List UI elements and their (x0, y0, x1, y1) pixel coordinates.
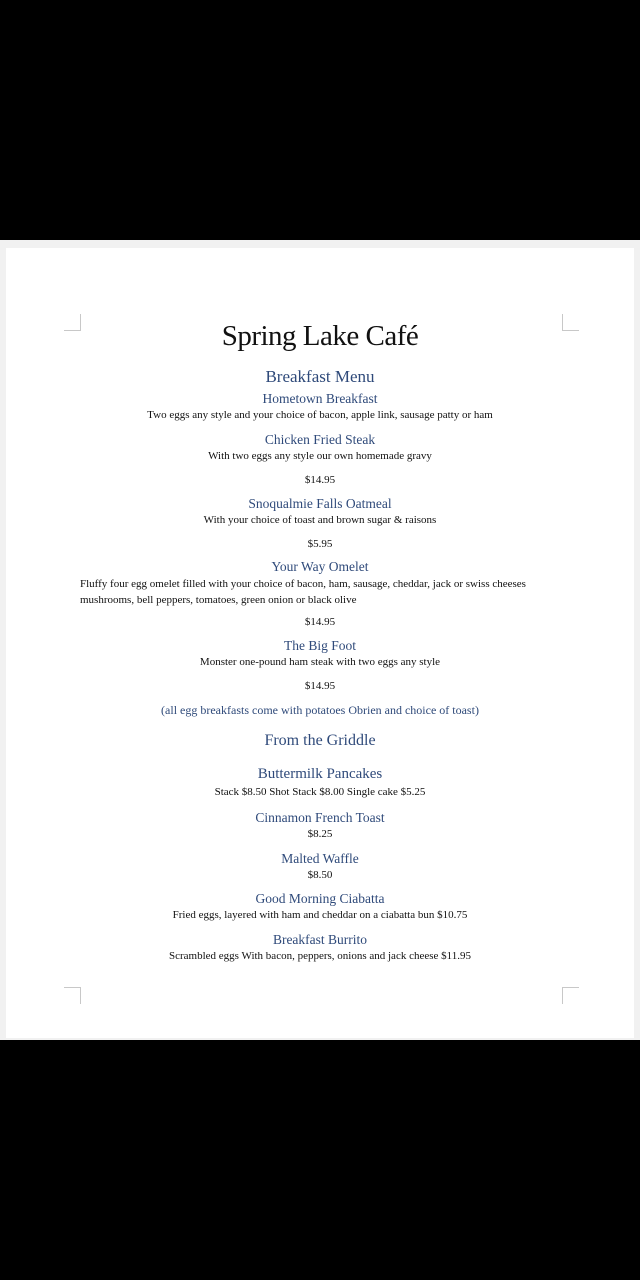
item-desc-line: Fluffy four egg omelet filled with your choice of bacon, ham, sausage, cheddar, jack or swiss cheeses (80, 578, 526, 590)
item-desc-line: mushrooms, bell peppers, tomatoes, green onion or black olive (80, 594, 357, 606)
item-desc: Stack $8.50 Shot Stack $8.00 Single cake $5.25 (214, 786, 426, 798)
item-name: Chicken Fried Steak (264, 432, 376, 447)
item-name: Hometown Breakfast (262, 391, 378, 406)
item-name: Snoqualmie Falls Oatmeal (248, 496, 392, 511)
item-desc: Scrambled eggs With bacon, peppers, onions and jack cheese $11.95 (169, 950, 471, 962)
item-price: $14.95 (304, 474, 336, 486)
griddle-heading: From the Griddle (264, 732, 376, 749)
item-price: $8.25 (307, 828, 333, 840)
corner-mark (64, 987, 81, 1004)
item-price: $8.50 (307, 869, 333, 881)
page-title: Spring Lake Café (221, 320, 419, 352)
document-page (0, 240, 640, 1040)
item-price: $5.95 (307, 538, 333, 550)
item-desc: With your choice of toast and brown sugar & raisons (203, 514, 437, 526)
item-name: Your Way Omelet (271, 559, 369, 574)
item-desc: Fried eggs, layered with ham and cheddar on a ciabatta bun $10.75 (172, 909, 468, 921)
item-name: Breakfast Burrito (272, 932, 368, 947)
item-name: Malted Waffle (281, 851, 359, 866)
item-desc: Two eggs any style and your choice of bacon, apple link, sausage patty or ham (147, 409, 493, 421)
item-name: Buttermilk Pancakes (257, 766, 383, 782)
item-name: Good Morning Ciabatta (255, 891, 385, 906)
breakfast-heading: Breakfast Menu (265, 367, 375, 386)
item-name: The Big Foot (283, 638, 356, 653)
item-desc: Monster one-pound ham steak with two eggs any style (199, 656, 441, 668)
item-desc: With two eggs any style our own homemade gravy (208, 450, 432, 462)
item-desc (80, 576, 580, 608)
item-price: $14.95 (304, 680, 336, 692)
corner-mark (562, 987, 579, 1004)
item-name: Cinnamon French Toast (255, 810, 385, 825)
breakfast-note: (all egg breakfasts come with potatoes Obrien and choice of toast) (161, 703, 479, 717)
item-price: $14.95 (304, 616, 336, 628)
